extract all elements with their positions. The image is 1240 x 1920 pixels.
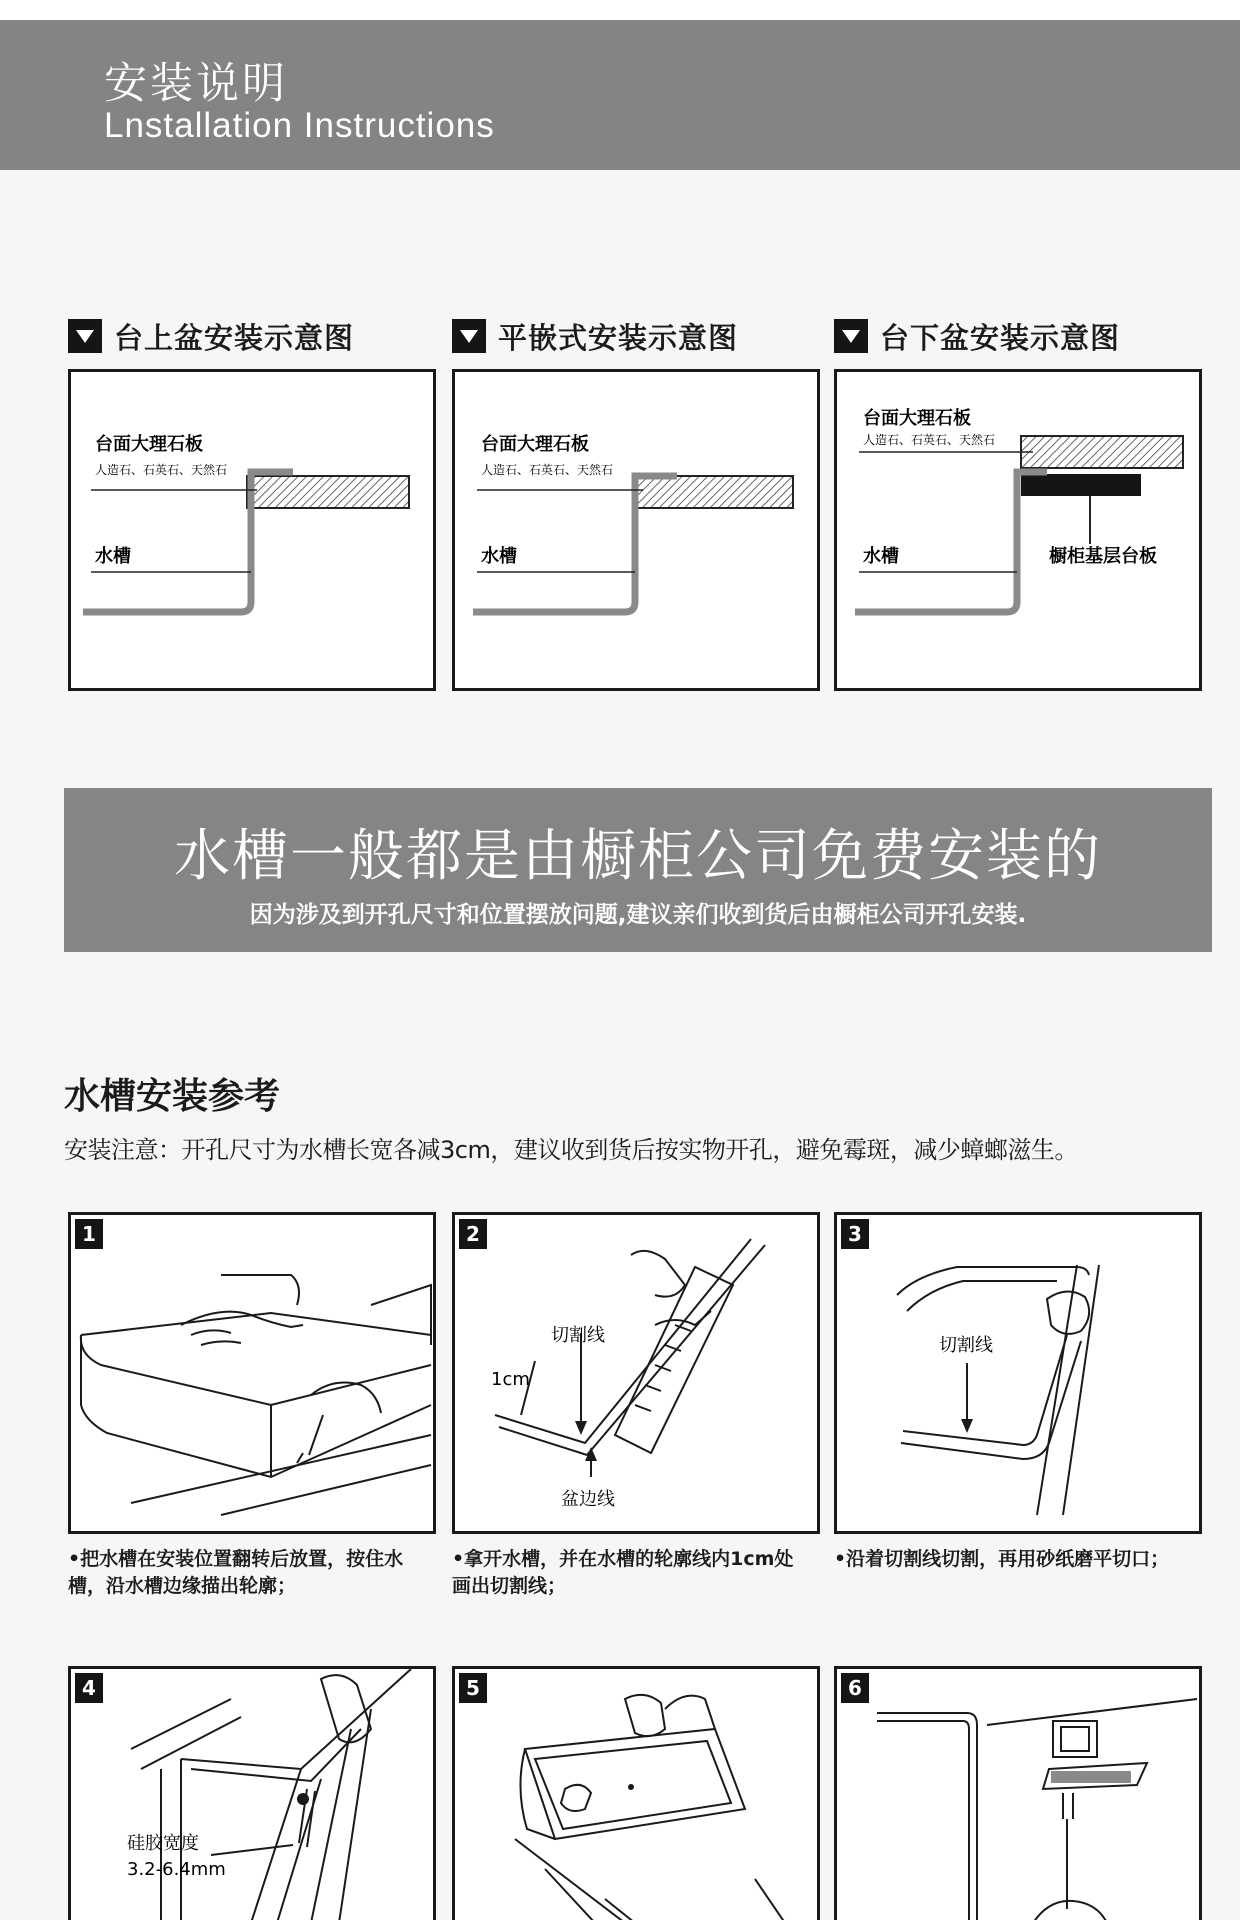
header-title-en: Lnstallation Instructions: [104, 106, 495, 145]
diagram-title-2: 平嵌式安装示意图: [452, 316, 738, 356]
step-1-illustration: [68, 1212, 436, 1534]
install-banner: [64, 788, 1212, 952]
countertop-sub-label: 人造石、石英石、天然石: [481, 463, 614, 477]
triangle-down-icon: [452, 319, 486, 353]
cabinet-label: 橱柜基层台板: [1049, 546, 1157, 567]
cut-line-label: 切割线: [551, 1325, 605, 1346]
glue-width-label: 3.2-6.4mm: [127, 1859, 226, 1880]
step-number: 6: [841, 1673, 869, 1703]
one-cm-label: 1cm: [491, 1369, 530, 1390]
step-6-illustration: [834, 1666, 1202, 1920]
countertop-sub-label: 人造石、石英石、天然石: [95, 463, 228, 477]
top-strip: [0, 0, 1240, 20]
countertop-label: 台面大理石板: [481, 434, 589, 455]
step-3-caption: •沿着切割线切割，再用砂纸磨平切口；: [834, 1548, 1170, 1570]
banner-subtitle: 因为涉及到开孔尺寸和位置摆放问题,建议亲们收到货后由橱柜公司开孔安装.: [249, 902, 1027, 928]
diagram-title-3: 台下盆安装示意图: [834, 316, 1120, 356]
step-2-caption: •拿开水槽，并在水槽的轮廓线内1cm处 画出切割线；: [452, 1548, 794, 1597]
banner-title: 水槽一般都是由橱柜公司免费安装的: [174, 824, 1102, 889]
step-number: 2: [459, 1219, 487, 1249]
cabinet-base-board: [1021, 474, 1141, 496]
step-number: 3: [841, 1219, 869, 1249]
sink-label: 水槽: [95, 546, 131, 567]
step-5-illustration: [452, 1666, 820, 1920]
diagram-flush-mount: [452, 369, 820, 691]
step-number: 4: [75, 1673, 103, 1703]
step-3-illustration: [834, 1212, 1202, 1534]
triangle-down-icon: [68, 319, 102, 353]
step-1-caption: •把水槽在安装位置翻转后放置，按住水 槽，沿水槽边缘描出轮廓；: [68, 1548, 404, 1597]
reference-note: 安装注意：开孔尺寸为水槽长宽各减3cm，建议收到货后按实物开孔，避免霉斑，减少蟑螂滋生。: [64, 1136, 1078, 1164]
sink-label: 水槽: [863, 546, 899, 567]
countertop-label: 台面大理石板: [863, 408, 971, 429]
cut-line-label: 切割线: [939, 1335, 993, 1356]
diagram-above-counter: [68, 369, 436, 691]
countertop-slab: [247, 476, 409, 508]
reference-title: 水槽安装参考: [64, 1076, 281, 1117]
sink-edge-label: 盆边线: [561, 1489, 615, 1510]
header-banner: [0, 20, 1240, 170]
diagram-under-counter: [834, 369, 1202, 691]
step-4-illustration: [68, 1666, 436, 1920]
step-number: 1: [75, 1219, 103, 1249]
sink-profile: [855, 472, 1047, 612]
countertop-sub-label: 人造石、石英石、天然石: [863, 433, 996, 447]
header-title-cn: 安装说明: [104, 59, 288, 109]
countertop-label: 台面大理石板: [95, 434, 203, 455]
step-number: 5: [459, 1673, 487, 1703]
glue-label: 硅胶宽度: [127, 1833, 199, 1854]
countertop-slab: [637, 476, 793, 508]
countertop-slab: [1021, 436, 1183, 468]
step-2-illustration: [452, 1212, 820, 1534]
triangle-down-icon: [834, 319, 868, 353]
sink-label: 水槽: [481, 546, 517, 567]
diagram-title-1: 台上盆安装示意图: [68, 316, 354, 356]
